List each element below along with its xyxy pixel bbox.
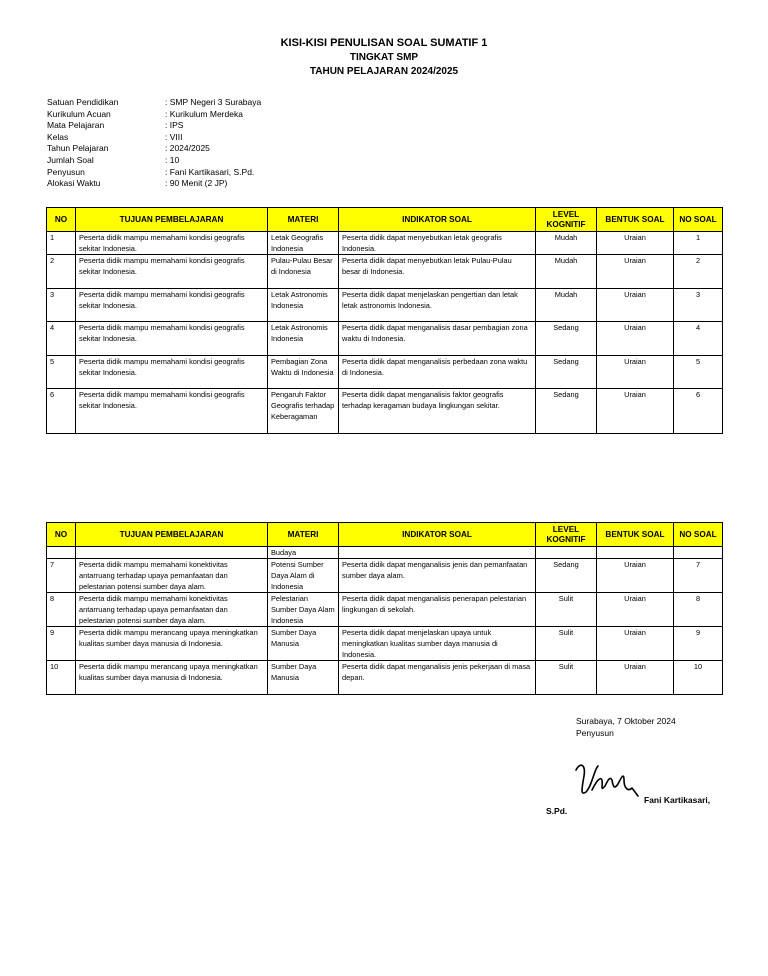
cell-indikator: Peserta didik dapat menyebutkan letak geografis Indonesia. [339, 232, 536, 255]
cell-tujuan: Peserta didik mampu memahami kondisi geografis sekitar Indonesia. [76, 289, 268, 322]
cell-bentuk: Uraian [597, 627, 674, 661]
cell-tujuan: Peserta didik mampu merancang upaya meningkatkan kualitas sumber daya manusia di Indonesia. [76, 661, 268, 695]
cell-tujuan: Peserta didik mampu memahami kondisi geografis sekitar Indonesia. [76, 232, 268, 255]
table-row [47, 547, 723, 559]
cell-no: 1 [47, 232, 76, 255]
cell-no: 7 [47, 559, 76, 593]
info-value: : 90 Menit (2 JP) [165, 178, 228, 189]
cell-bentuk: Uraian [597, 389, 674, 434]
identity-block [47, 97, 261, 190]
cell-no: 3 [47, 289, 76, 322]
cell-materi: Pembagian Zona Waktu di Indonesia [268, 356, 339, 389]
cell-bentuk: Uraian [597, 322, 674, 356]
cell-nosoal: 8 [674, 593, 723, 627]
info-row [47, 178, 261, 190]
cell-no: 10 [47, 661, 76, 695]
info-value: : 10 [165, 154, 180, 165]
cell-level: Mudah [536, 255, 597, 289]
cell-no: 4 [47, 322, 76, 356]
table-row [47, 232, 723, 255]
cell-indikator: Peserta didik dapat menganalisis jenis dan pemanfaatan sumber daya alam. [339, 559, 536, 593]
info-label: Kurikulum Acuan [47, 108, 111, 119]
info-label: Satuan Pendidikan [47, 97, 119, 107]
cell-bentuk: Uraian [597, 593, 674, 627]
cell-nosoal: 10 [674, 661, 723, 695]
cell-materi: Sumber Daya Manusia [268, 661, 339, 695]
info-row [47, 120, 261, 132]
table-row [47, 559, 723, 593]
doc-title: KISI-KISI PENULISAN SOAL SUMATIF 1 [280, 37, 488, 49]
cell-level: Sulit [536, 661, 597, 695]
header-materi: MATERI [268, 523, 339, 547]
cell-materi: Pelestarian Sumber Daya Alam Indonesia [268, 593, 339, 627]
cell-bentuk: Uraian [597, 356, 674, 389]
header-no: NO [47, 523, 76, 547]
cell-level: Mudah [536, 289, 597, 322]
header-bentuk: BENTUK SOAL [597, 523, 674, 547]
cell-indikator [339, 547, 536, 559]
info-value: : 2024/2025 [165, 143, 210, 154]
cell-nosoal: 7 [674, 559, 723, 593]
cell-level: Sulit [536, 593, 597, 627]
cell-level: Sedang [536, 559, 597, 593]
kisi-kisi-table-page2 [46, 522, 723, 695]
cell-materi: Pengaruh Faktor Geografis terhadap Keberagaman [268, 389, 339, 434]
table-row [47, 661, 723, 695]
cell-tujuan [76, 547, 268, 559]
table-row [47, 322, 723, 356]
cell-level: Mudah [536, 232, 597, 255]
cell-nosoal: 4 [674, 322, 723, 356]
table-row [47, 356, 723, 389]
cell-level: Sedang [536, 322, 597, 356]
header-materi: MATERI [268, 208, 339, 232]
table-header-row [47, 523, 723, 547]
table-row [47, 289, 723, 322]
cell-no: 6 [47, 389, 76, 434]
cell-materi: Potensi Sumber Daya Alam di Indonesia [268, 559, 339, 593]
cell-no [47, 547, 76, 559]
cell-level: Sedang [536, 356, 597, 389]
cell-no: 9 [47, 627, 76, 661]
info-row [47, 109, 261, 121]
table-header-row [47, 208, 723, 232]
cell-nosoal: 9 [674, 627, 723, 661]
header-nosoal: NO SOAL [674, 208, 723, 232]
cell-materi: Letak Astronomis Indonesia [268, 322, 339, 356]
cell-level: Sulit [536, 627, 597, 661]
table-row [47, 627, 723, 661]
cell-tujuan: Peserta didik mampu merancang upaya meningkatkan kualitas sumber daya manusia di Indonesia. [76, 627, 268, 661]
header-tujuan: TUJUAN PEMBELAJARAN [76, 208, 268, 232]
cell-tujuan: Peserta didik mampu memahami konektivitas antarruang terhadap upaya pemanfaatan dan pelestarian potensi sumber daya alam. [76, 593, 268, 627]
cell-no: 5 [47, 356, 76, 389]
handwritten-signature [572, 756, 642, 802]
info-row [47, 167, 261, 179]
info-value: : SMP Negeri 3 Surabaya [165, 97, 262, 107]
table-row [47, 593, 723, 627]
cell-materi: Letak Astronomis Indonesia [268, 289, 339, 322]
cell-bentuk: Uraian [597, 232, 674, 255]
info-row [47, 143, 261, 155]
cell-nosoal: 6 [674, 389, 723, 434]
info-value: : Fani Kartikasari, S.Pd. [165, 166, 255, 177]
cell-bentuk [597, 547, 674, 559]
cell-level: Sedang [536, 389, 597, 434]
cell-no: 2 [47, 255, 76, 289]
table-row [47, 255, 723, 289]
cell-nosoal: 5 [674, 356, 723, 389]
info-label: Penyusun [47, 166, 85, 177]
header-level: LEVEL KOGNITIF [536, 523, 597, 547]
header-indikator: INDIKATOR SOAL [339, 523, 536, 547]
cell-indikator: Peserta didik dapat menganalisis dasar pembagian zona waktu di Indonesia. [339, 322, 536, 356]
header-level: LEVEL KOGNITIF [536, 208, 597, 232]
cell-tujuan: Peserta didik mampu memahami kondisi geografis sekitar Indonesia. [76, 389, 268, 434]
cell-tujuan: Peserta didik mampu memahami kondisi geografis sekitar Indonesia. [76, 322, 268, 356]
cell-bentuk: Uraian [597, 289, 674, 322]
cell-bentuk: Uraian [597, 661, 674, 695]
cell-indikator: Peserta didik dapat menyebutkan letak Pulau-Pulau besar di Indonesia. [339, 255, 536, 289]
header-indikator: INDIKATOR SOAL [339, 208, 536, 232]
cell-indikator: Peserta didik dapat menjelaskan upaya untuk meningkatkan kualitas sumber daya manusia di Indonesia. [339, 627, 536, 661]
info-label: Tahun Pelajaran [47, 143, 109, 154]
info-value: : Kurikulum Merdeka [165, 108, 243, 119]
cell-tujuan: Peserta didik mampu memahami konektivitas antarruang terhadap upaya pemanfaatan dan pelestarian potensi sumber daya alam. [76, 559, 268, 593]
cell-indikator: Peserta didik dapat menganalisis penerapan pelestarian lingkungan di sekolah. [339, 593, 536, 627]
cell-materi: Sumber Daya Manusia [268, 627, 339, 661]
cell-bentuk: Uraian [597, 255, 674, 289]
info-label: Mata Pelajaran [47, 120, 105, 131]
doc-subtitle-level: TINGKAT SMP [349, 52, 419, 63]
cell-no: 8 [47, 593, 76, 627]
cell-materi: Letak Geografis Indonesia [268, 232, 339, 255]
header-no: NO [47, 208, 76, 232]
info-row [47, 97, 261, 109]
table-row [47, 389, 723, 434]
cell-nosoal: 2 [674, 255, 723, 289]
cell-materi: Pulau-Pulau Besar di Indonesia [268, 255, 339, 289]
cell-bentuk: Uraian [597, 559, 674, 593]
signer-name: Fani Kartikasari, [644, 795, 711, 805]
cell-nosoal: 1 [674, 232, 723, 255]
cell-indikator: Peserta didik dapat menganalisis jenis pekerjaan di masa depan. [339, 661, 536, 695]
cell-nosoal [674, 547, 723, 559]
signer-role: Penyusun [576, 728, 614, 738]
cell-tujuan: Peserta didik mampu memahami kondisi geografis sekitar Indonesia. [76, 255, 268, 289]
cell-materi: Budaya [268, 547, 339, 559]
info-value: : VIII [165, 131, 183, 142]
info-row [47, 155, 261, 167]
header-bentuk: BENTUK SOAL [597, 208, 674, 232]
cell-indikator: Peserta didik dapat menganalisis faktor geografis terhadap keragaman budaya lingkungan sekitar. [339, 389, 536, 434]
cell-tujuan: Peserta didik mampu memahami kondisi geografis sekitar Indonesia. [76, 356, 268, 389]
place-date: Surabaya, 7 Oktober 2024 [576, 716, 676, 726]
info-label: Jumlah Soal [47, 154, 94, 165]
info-label: Kelas [47, 131, 69, 142]
cell-indikator: Peserta didik dapat menganalisis perbedaan zona waktu di Indonesia. [339, 356, 536, 389]
signer-title-suffix: S.Pd. [546, 806, 568, 816]
cell-indikator: Peserta didik dapat menjelaskan pengertian dan letak letak astronomis Indonesia. [339, 289, 536, 322]
kisi-kisi-table-page1 [46, 207, 723, 434]
cell-nosoal: 3 [674, 289, 723, 322]
header-nosoal: NO SOAL [674, 523, 723, 547]
info-value: : IPS [165, 120, 184, 131]
header-tujuan: TUJUAN PEMBELAJARAN [76, 523, 268, 547]
cell-level [536, 547, 597, 559]
info-label: Alokasi Waktu [47, 178, 101, 189]
info-row [47, 132, 261, 144]
doc-subtitle-year: TAHUN PELAJARAN 2024/2025 [309, 66, 459, 77]
